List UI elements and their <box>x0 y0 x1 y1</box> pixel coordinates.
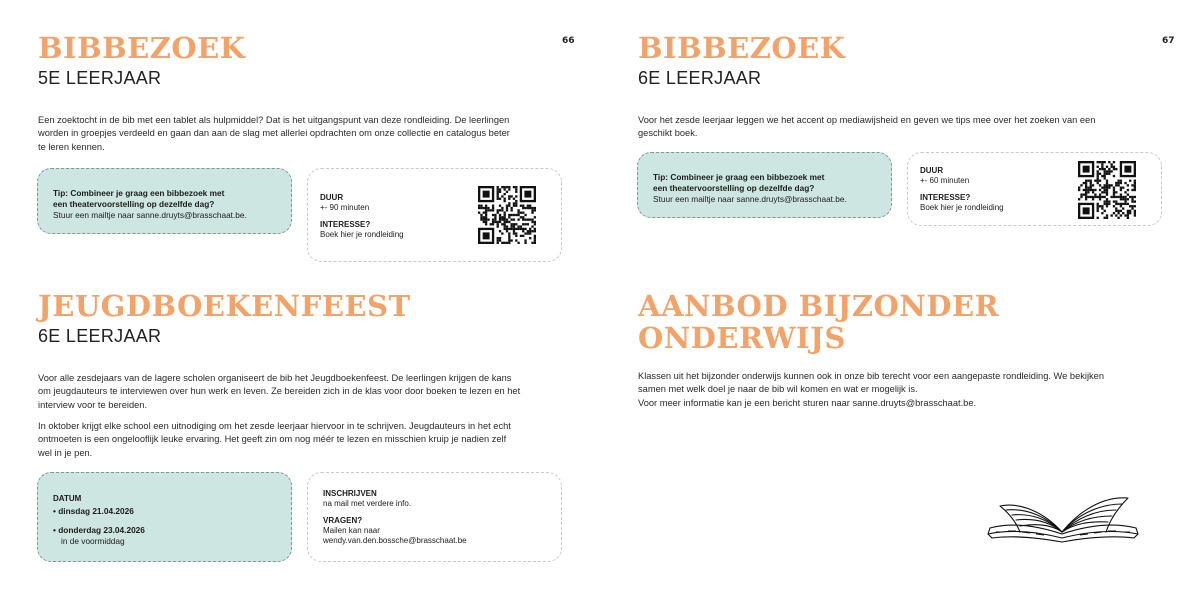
tip-heading-line: een theatervoorstelling op dezelfde dag? <box>653 183 815 193</box>
date-1: • dinsdag 21.04.2026 <box>53 506 134 516</box>
date-2-note: in de voormiddag <box>61 536 125 546</box>
title-line: ONDERWIJS <box>638 321 846 355</box>
paragraph-line: geschikt boek. <box>638 128 698 139</box>
open-book-icon <box>982 488 1142 548</box>
paragraph-line: interview voor te bereiden. <box>38 399 148 410</box>
duration-value: +- 60 minuten <box>920 176 970 185</box>
qr-code-icon[interactable] <box>478 186 536 244</box>
section-title-bibbezoek-6: BIBBEZOEK <box>638 31 846 65</box>
paragraph-line: Voor het zesde leerjaar leggen we het accent op mediawijsheid en geven we tips mee over het zoeken van een <box>638 115 1096 125</box>
book-tour-link[interactable]: Boek hier je rondleiding <box>320 230 404 239</box>
section-title-bibbezoek-5: BIBBEZOEK <box>38 31 246 65</box>
date-2: • donderdag 23.04.2026 <box>53 525 145 535</box>
section-subtitle-5e-leerjaar: 5E LEERJAAR <box>38 68 162 88</box>
info-box-jeugdboekenfeest <box>307 472 562 562</box>
page-number-left: 66 <box>562 36 575 46</box>
tip-heading-line: Tip: Combineer je graag een bibbezoek met <box>53 188 225 198</box>
paragraph-line: samen met welk doel je naar de bib wil komen en wat er mogelijk is. <box>638 384 918 395</box>
duration-value: +- 90 minuten <box>320 203 370 212</box>
bibbezoek-5-paragraph <box>38 114 578 154</box>
dates-box <box>37 472 292 562</box>
section-title-jeugdboekenfeest: JEUGDBOEKENFEEST <box>38 289 411 323</box>
interest-label: INTERESSE? <box>920 193 971 202</box>
register-value: na mail met verdere info. <box>323 499 412 508</box>
jeugdboekenfeest-paragraph-1 <box>38 372 578 412</box>
tip-email-text: Stuur een mailtje naar sanne.druyts@brasschaat.be. <box>53 210 247 220</box>
contact-email-link[interactable]: wendy.van.den.bossche@brasschaat.be <box>323 536 467 545</box>
register-label: INSCHRIJVEN <box>323 489 377 498</box>
paragraph-line: ontmoeten is een ongelooflijk leuke ervaring. Het geeft zin om nog méér te lezen en misschien kruip je nadien zelf <box>38 434 507 445</box>
paragraph-line: te leren kennen. <box>38 141 105 152</box>
tip-email-text: Stuur een mailtje naar sanne.druyts@brasschaat.be. <box>653 194 847 204</box>
paragraph-line: wel in je pen. <box>38 447 93 458</box>
paragraph-line: om jeugdauteurs te interviewen over hun werk en leven. Ze bereiden zich in de klas voor door boeken te lezen en het <box>38 386 521 397</box>
paragraph-line: worden in groepjes verdeeld en gaan dan aan de slag met allerlei opdrachten om onze collectie en catalogus beter <box>38 128 510 139</box>
questions-label: VRAGEN? <box>323 516 363 525</box>
paragraph-line: Voor alle zesdejaars van de lagere scholen organiseert de bib het Jeugdboekenfeest. De leerlingen krijgen de kans <box>38 373 512 383</box>
paragraph-line: Klassen uit het bijzonder onderwijs kunnen ook in onze bib terecht voor een aangepaste rondleiding. We bekijken <box>638 371 1105 381</box>
title-line: AANBOD BIJZONDER <box>638 289 1000 323</box>
qr-code-icon[interactable] <box>1078 161 1136 219</box>
book-tour-link[interactable]: Boek hier je rondleiding <box>920 203 1004 212</box>
questions-value: Mailen kan naar <box>323 526 380 535</box>
tip-box-right <box>637 152 892 218</box>
section-subtitle-6e-leerjaar-right: 6E LEERJAAR <box>638 68 762 88</box>
info-box-bibbezoek-6 <box>907 152 1162 226</box>
dates-label: DATUM <box>53 494 82 503</box>
paragraph-line: Een zoektocht in de bib met een tablet als hulpmiddel? Dat is het uitgangspunt van deze rondleiding. De leerlingen <box>38 115 510 125</box>
section-title-aanbod-bijzonder <box>638 290 999 354</box>
paragraph-line: In oktober krijgt elke school een uitnodiging om het zesde leerjaar hiervoor in te schrijven. Jeugdauteurs in het echt <box>38 421 511 431</box>
tip-heading-line: Tip: Combineer je graag een bibbezoek met <box>653 172 825 182</box>
section-subtitle-6e-leerjaar: 6E LEERJAAR <box>38 326 162 346</box>
bibbezoek-6-paragraph <box>638 114 1158 141</box>
paragraph-line: Voor meer informatie kan je een bericht sturen naar sanne.druyts@brasschaat.be. <box>638 397 977 408</box>
info-box-bibbezoek-5 <box>307 168 562 262</box>
interest-label: INTERESSE? <box>320 220 371 229</box>
page-number-right: 67 <box>1162 36 1175 46</box>
duration-label: DUUR <box>320 193 344 202</box>
tip-heading-line: een theatervoorstelling op dezelfde dag? <box>53 199 215 209</box>
duration-label: DUUR <box>920 166 944 175</box>
jeugdboekenfeest-paragraph-2 <box>38 420 578 460</box>
aanbod-bijzonder-paragraph <box>638 370 1178 410</box>
tip-box-left <box>37 168 292 234</box>
